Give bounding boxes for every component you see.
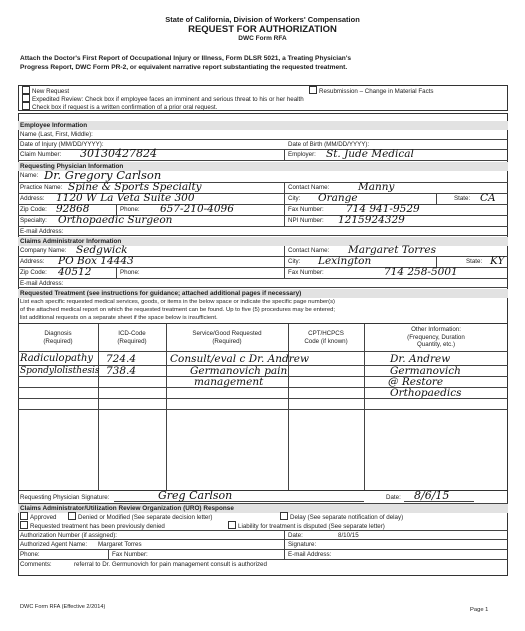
agent-row [18, 540, 508, 550]
specialty-field[interactable]: Orthopaedic Surgeon [58, 214, 173, 226]
resubmission-option[interactable] [309, 86, 434, 97]
new-request-label: New Request [32, 88, 70, 95]
approved-checkbox[interactable] [20, 512, 28, 520]
treatment-instructions-line3: list additional requests on a separate sheet if the space below is insufficient. [20, 315, 218, 321]
practice-name-field[interactable]: Spine & Sports Specialty [68, 181, 202, 193]
comments-label: Comments: [20, 561, 52, 568]
contact-name-label: Contact Name: [288, 184, 330, 191]
admin-state-field[interactable]: KY [490, 255, 505, 267]
treatment-row-4-other[interactable]: Orthopaedics [390, 387, 462, 399]
treatment-row-3-service[interactable]: management [194, 376, 264, 388]
previously-denied-checkbox[interactable] [20, 521, 28, 529]
response-options [18, 513, 508, 531]
admin-zip-row [18, 268, 508, 279]
comments-field[interactable]: referral to Dr. Germunovich for pain management consult is authorized [74, 561, 267, 568]
col-header-icd: ICD-Code (Required) [117, 330, 147, 345]
liability-label: Liability for treatment is disputed (See separate letter) [238, 523, 385, 530]
treatment-section-title: Requested Treatment (see instructions for guidance; attached additional pages if necessary) [18, 289, 508, 298]
employee-name-row [18, 130, 508, 140]
physician-name-field[interactable]: Dr. Gregory Carlson [44, 168, 162, 182]
delay-label: Delay (See separate notification of delay) [290, 514, 404, 521]
admin-city-label: City: [288, 258, 301, 265]
liability-checkbox[interactable] [228, 521, 236, 529]
signature-date-label: Date: [386, 494, 401, 501]
treatment-instructions-line2: of the attached medical report on which the requested treatment can be found. Up to five (5) procedures may be entered; [20, 307, 336, 313]
form-title: REQUEST FOR AUTHORIZATION [188, 24, 337, 35]
company-name-label: Company Name: [20, 247, 67, 254]
denied-checkbox[interactable] [68, 512, 76, 520]
form-name: DWC Form RFA [238, 35, 287, 42]
specialty-label: Specialty: [20, 217, 47, 224]
physician-phone-field[interactable]: 657-210-4096 [160, 203, 234, 215]
company-name-field[interactable]: Sedgwick [76, 244, 128, 256]
treatment-row-2-diagnosis[interactable]: Spondylolisthesis [20, 366, 100, 376]
response-fax-label: Fax Number: [112, 551, 148, 558]
resubmission-checkbox[interactable] [309, 86, 317, 94]
treatment-row-2-icd[interactable]: 738.4 [106, 365, 137, 377]
footer-page-number: Page 1 [470, 607, 489, 613]
treatment-row-1-service[interactable]: Consult/eval c Dr. Andrew [170, 353, 309, 365]
response-date-field[interactable]: 8/10/15 [338, 532, 359, 539]
physician-city-field[interactable]: Orange [318, 192, 358, 204]
agency-name: State of California, Division of Workers' Compensation [165, 15, 360, 24]
npi-number-label: NPI Number: [288, 217, 324, 224]
approved-label: Approved [30, 514, 57, 521]
claim-number-field[interactable]: 30130427824 [80, 147, 157, 160]
previously-denied-option[interactable] [20, 521, 165, 531]
physician-address-field[interactable]: 1120 W La Veta Suite 300 [56, 192, 195, 204]
request-type-box [18, 85, 508, 111]
admin-state-label: State: [466, 258, 483, 265]
treatment-instructions [20, 298, 506, 322]
physician-email-label: E-mail Address: [20, 228, 64, 235]
response-date-label: Date: [288, 532, 303, 539]
physician-address-label: Address: [20, 195, 45, 202]
date-of-injury-label: Date of Injury (MM/DD/YYYY): [20, 141, 104, 148]
physician-fax-label: Fax Number: [288, 206, 324, 213]
treatment-row-3-other[interactable]: @ Restore [388, 376, 444, 388]
physician-phone-label: Phone: [120, 206, 140, 213]
admin-address-field[interactable]: PO Box 14443 [58, 255, 134, 267]
resubmission-label: Resubmission – Change in Material Facts [319, 88, 434, 95]
employer-label: Employer: [288, 151, 316, 158]
treatment-row-1-icd[interactable]: 724.4 [106, 353, 137, 365]
denied-label: Denied or Modified (See separate decision letter) [78, 514, 213, 521]
physician-name-label: Name: [20, 172, 39, 179]
admin-fax-field[interactable]: 714 258-5001 [384, 266, 458, 278]
physician-fax-field[interactable]: 714 941-9529 [346, 203, 420, 215]
treatment-row-2-service[interactable]: Germanovich pain [190, 365, 288, 377]
admin-contact-label: Contact Name: [288, 247, 330, 254]
previously-denied-label: Requested treatment has been previously denied [30, 523, 165, 530]
response-signature-label: Signature: [288, 541, 317, 548]
col-header-diagnosis: Diagnosis (Required) [43, 330, 73, 345]
written-confirmation-checkbox[interactable] [22, 102, 30, 110]
physician-section-title: Requesting Physician Information [18, 162, 508, 171]
footer-form-id: DWC Form RFA (Effective 2/2014) [20, 604, 106, 610]
physician-state-label: State: [454, 195, 471, 202]
written-confirmation-label: Check box if request is a written confirmation of a prior oral request. [32, 104, 218, 111]
physician-city-label: City: [288, 195, 301, 202]
employee-section-title: Employee Information [18, 121, 508, 130]
response-section-title: Claims Administrator/Utilization Review Organization (URO) Response [18, 504, 508, 513]
treatment-table [18, 323, 508, 491]
employee-claim-row [18, 147, 508, 161]
employer-field[interactable]: St. Jude Medical [326, 148, 414, 160]
employee-name-label: Name (Last, First, Middle): [20, 131, 93, 138]
attach-instructions-line2: Progress Report, DWC Form PR-2, or equivalent narrative report substantiating the requested treatment. [20, 64, 348, 71]
comments-row [18, 560, 508, 576]
physician-signature[interactable]: Greg Carlson [158, 489, 233, 502]
physician-zip-field[interactable]: 92868 [56, 203, 90, 215]
delay-checkbox[interactable] [280, 512, 288, 520]
admin-address-label: Address: [20, 258, 45, 265]
expedited-checkbox[interactable] [22, 94, 30, 102]
response-contact-row [18, 550, 508, 560]
administrator-section-title: Claims Administrator Information [18, 237, 508, 246]
col-header-cpt: CPT/HCPCS Code (if known) [304, 330, 348, 345]
agent-name-label: Authorized Agent Name: [20, 541, 88, 548]
admin-zip-field[interactable]: 40512 [58, 266, 92, 278]
claim-number-label: Claim Number: [20, 151, 62, 158]
new-request-checkbox[interactable] [22, 86, 30, 94]
admin-email-label: E-mail Address: [20, 280, 64, 287]
treatment-row-2-other[interactable]: Germanovich [390, 365, 461, 377]
treatment-row-1-diagnosis[interactable]: Radiculopathy [20, 353, 94, 364]
physician-signature-label: Requesting Physician Signature: [20, 494, 110, 501]
admin-zip-label: Zip Code: [20, 269, 47, 276]
response-phone-label: Phone: [20, 551, 40, 558]
physician-email-row [18, 227, 508, 236]
physician-address-row [18, 194, 508, 205]
attach-instructions-line1: Attach the Doctor's First Report of Occupational Injury or Illness, Form DLSR 5021, a Treating Physician's [20, 55, 352, 62]
written-confirmation-option[interactable] [22, 102, 217, 113]
specialty-row [18, 216, 508, 227]
col-header-other: Other Information: (Frequency, Duration Quantity, etc.) [407, 326, 465, 348]
col-header-service: Service/Good Requested (Required) [192, 330, 262, 345]
treatment-row-1-other[interactable]: Dr. Andrew [390, 353, 451, 365]
auth-number-label: Authorization Number (if assigned): [20, 532, 117, 539]
admin-city-field[interactable]: Lexington [318, 255, 372, 267]
treatment-instructions-line1: List each specific requested medical services, goods, or items in the below space or indicate the specific page number(s) [20, 299, 335, 305]
admin-phone-label: Phone: [120, 269, 140, 276]
auth-number-row [18, 531, 508, 540]
contact-name-field[interactable]: Manny [358, 181, 395, 193]
physician-state-field[interactable]: CA [480, 192, 496, 204]
response-email-label: E-mail Address: [288, 551, 332, 558]
admin-fax-label: Fax Number: [288, 269, 324, 276]
date-of-birth-label: Date of Birth (MM/DD/YYYY): [288, 141, 370, 148]
agent-name-field[interactable]: Margaret Torres [98, 541, 142, 548]
admin-contact-field[interactable]: Margaret Torres [348, 244, 436, 256]
admin-email-row [18, 279, 508, 288]
npi-number-field[interactable]: 1215924329 [338, 214, 405, 226]
physician-zip-label: Zip Code: [20, 206, 47, 213]
signature-row [18, 490, 508, 504]
liability-option[interactable] [228, 521, 385, 531]
practice-name-label: Practice Name: [20, 184, 63, 191]
expedited-label: Expedited Review: Check box if employee faces an imminent and serious threat to his or her health [32, 96, 304, 103]
signature-date-field[interactable]: 8/6/15 [414, 489, 450, 502]
